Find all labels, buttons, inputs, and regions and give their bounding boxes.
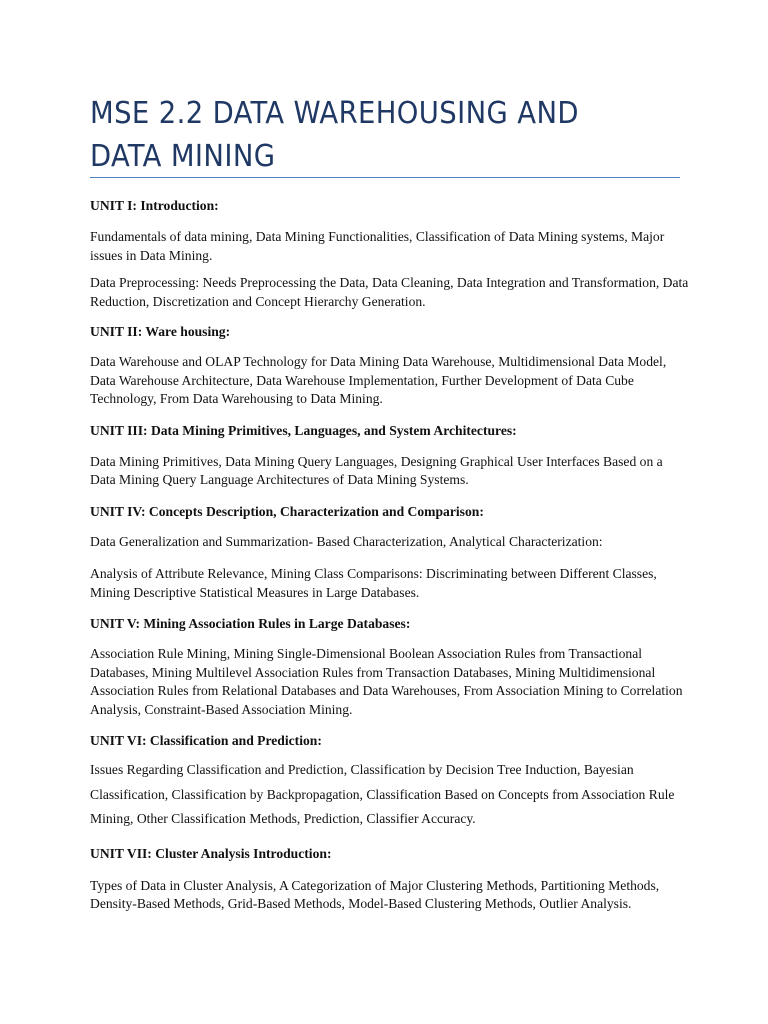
page-title	[90, 92, 680, 178]
unit-heading: UNIT I: Introduction:	[90, 198, 219, 213]
unit-5-section	[90, 615, 690, 719]
title-divider	[90, 177, 680, 178]
unit-heading: UNIT VII: Cluster Analysis Introduction:	[90, 845, 332, 861]
unit-heading: UNIT VI: Classification and Prediction:	[90, 733, 322, 748]
unit-paragraph: Data Generalization and Summarization- Based Characterization, Analytical Characterization:	[90, 533, 603, 549]
unit-heading: UNIT III: Data Mining Primitives, Languages, and System Architectures:	[90, 422, 517, 438]
unit-heading: UNIT V: Mining Association Rules in Large Databases:	[90, 616, 411, 631]
unit-paragraph: Data Preprocessing: Needs Preprocessing the Data, Data Cleaning, Data Integration and Transformation, Data Reduction, Discretization and Concept Hierarchy Generation.	[90, 275, 689, 309]
unit-heading: UNIT II: Ware housing:	[90, 324, 231, 339]
unit-7-section	[90, 845, 690, 914]
unit-heading: UNIT IV: Concepts Description, Characterization and Comparison:	[90, 503, 484, 519]
unit-1-section	[90, 197, 690, 311]
title-line-2: DATA MINING	[90, 139, 276, 174]
syllabus-content	[90, 197, 690, 914]
unit-paragraph: Fundamentals of data mining, Data Mining Functionalities, Classification of Data Mining systems, Major issues in Data Mining.	[90, 229, 665, 263]
unit-2-section	[90, 323, 690, 409]
unit-paragraph: Analysis of Attribute Relevance, Mining Class Comparisons: Discriminating between Different Classes, Mining Descriptive Statistical Measures in Large Databases.	[90, 566, 657, 600]
unit-paragraph: Association Rule Mining, Mining Single-Dimensional Boolean Association Rules from Transactional Databases, Mining Multilevel Association Rules from Transaction Databases, Mining Multidimensional Association Rules from Relational Databases and Data Warehouses, From Association Mining to Correlation Analysis, Constraint-Based Association Mining.	[90, 646, 683, 717]
unit-paragraph: Issues Regarding Classification and Prediction, Classification by Decision Tree Induction, Bayesian Classification, Classification by Backpropagation, Classification Based on Concepts from Association Rule Mining, Other Classification Methods, Prediction, Classifier Accuracy.	[90, 762, 675, 826]
unit-paragraph: Data Warehouse and OLAP Technology for Data Mining Data Warehouse, Multidimensional Data Model, Data Warehouse Architecture, Data Warehouse Implementation, Further Development of Data Cube Technology, From Data Warehousing to Data Mining.	[90, 354, 667, 406]
unit-4-section	[90, 503, 690, 603]
title-line-1: MSE 2.2 DATA WAREHOUSING AND	[90, 96, 579, 131]
unit-6-section	[90, 732, 690, 832]
unit-paragraph: Types of Data in Cluster Analysis, A Categorization of Major Clustering Methods, Partitioning Methods, Density-Based Methods, Grid-Based Methods, Model-Based Clustering Methods, Outlier Analysis.	[90, 877, 660, 911]
unit-paragraph: Data Mining Primitives, Data Mining Query Languages, Designing Graphical User Interfaces Based on a Data Mining Query Language Architectures of Data Mining Systems.	[90, 453, 663, 487]
unit-3-section	[90, 422, 690, 490]
